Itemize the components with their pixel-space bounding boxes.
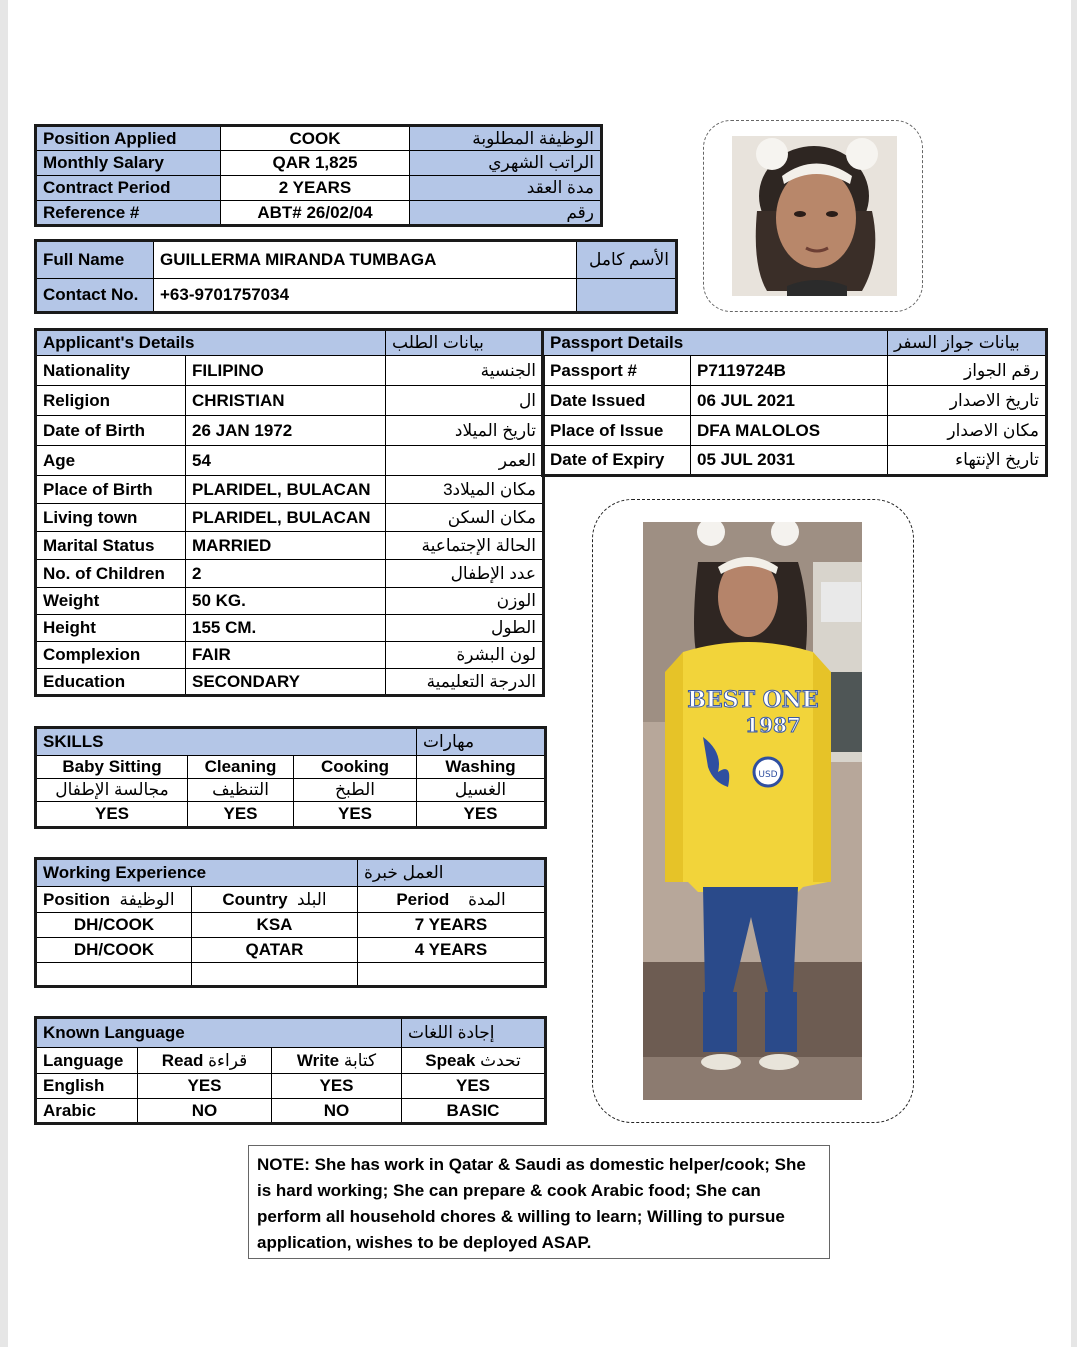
language-read: YES [138, 1074, 272, 1099]
passport-value: P7119724B [691, 356, 888, 386]
applicant-value: SECONDARY [186, 669, 386, 696]
applicant-value: 50 KG. [186, 588, 386, 615]
empty-cell [358, 963, 546, 987]
applicant-label-ar: الدرجة التعليمية [386, 669, 544, 696]
passport-label: Date Issued [543, 386, 691, 416]
shirt-badge: USD [758, 770, 778, 780]
applicant-label: Religion [36, 386, 186, 416]
skill-name: Baby Sitting [36, 756, 188, 779]
experience-table [34, 857, 547, 988]
col-speak-label-ar: تحدث [480, 1050, 521, 1070]
applicant-label-ar: ال [386, 386, 544, 416]
applicant-value: PLARIDEL, BULACAN [186, 476, 386, 504]
col-speak-label: Speak [425, 1050, 476, 1070]
language-name: English [36, 1074, 138, 1099]
language-read: NO [138, 1099, 272, 1124]
applicant-value: 2 [186, 560, 386, 588]
skill-value: YES [188, 802, 294, 828]
experience-position: DH/COOK [36, 938, 192, 963]
fullname-value: GUILLERMA MIRANDA TUMBAGA [154, 241, 577, 279]
applicant-value: 26 JAN 1972 [186, 416, 386, 446]
applicant-row [36, 615, 544, 642]
applicant-label-ar: مكان السكن [386, 504, 544, 532]
applicant-label-ar: تاريخ الميلاد [386, 416, 544, 446]
contract-label-ar: مدة العقد [410, 176, 602, 201]
page-frame-right [1071, 0, 1077, 1347]
applicant-title-ar: بيانات الطلب [386, 330, 544, 356]
skills-title-ar: مهارات [417, 728, 546, 756]
name-table [34, 239, 678, 314]
col-country-label: Country [222, 889, 288, 909]
skill-value: YES [294, 802, 417, 828]
passport-title-ar: بيانات جواز السفر [888, 330, 1047, 356]
salary-label: Monthly Salary [36, 151, 221, 176]
passport-value: 06 JUL 2021 [691, 386, 888, 416]
applicant-label: Living town [36, 504, 186, 532]
language-title: Known Language [36, 1018, 402, 1048]
passport-label: Passport # [543, 356, 691, 386]
passport-label-ar: تاريخ الاصدار [888, 386, 1047, 416]
applicant-row [36, 588, 544, 615]
applicant-value: PLARIDEL, BULACAN [186, 504, 386, 532]
contact-value: +63-9701757034 [154, 279, 577, 313]
applicant-label: Date of Birth [36, 416, 186, 446]
experience-title-ar: العمل خبرة [358, 859, 546, 887]
position-value: COOK [221, 126, 410, 151]
col-write [272, 1048, 402, 1074]
passport-title: Passport Details [543, 330, 888, 356]
col-read-label: Read [161, 1050, 204, 1070]
language-speak: BASIC [402, 1099, 546, 1124]
empty-cell [192, 963, 358, 987]
skill-name-ar: الغسيل [417, 779, 546, 802]
passport-details-table [541, 328, 1048, 477]
applicant-value: MARRIED [186, 532, 386, 560]
passport-value: 05 JUL 2031 [691, 446, 888, 476]
passport-label-ar: رقم الجواز [888, 356, 1047, 386]
language-name: Arabic [36, 1099, 138, 1124]
applicant-label: Weight [36, 588, 186, 615]
experience-position: DH/COOK [36, 913, 192, 938]
applicant-row [36, 446, 544, 476]
passport-row [543, 386, 1047, 416]
experience-row [36, 913, 546, 938]
col-write-label: Write [296, 1050, 340, 1070]
language-row [36, 1099, 546, 1124]
contact-label: Contact No. [36, 279, 154, 313]
skill-name: Washing [417, 756, 546, 779]
empty-cell [36, 963, 192, 987]
passport-value: DFA MALOLOS [691, 416, 888, 446]
applicant-row [36, 504, 544, 532]
col-read-label-ar: قراءة [208, 1050, 248, 1070]
skill-value: YES [417, 802, 546, 828]
reference-label-ar: رقم [410, 201, 602, 226]
applicant-label: Height [36, 615, 186, 642]
applicant-label-ar: العمر [386, 446, 544, 476]
language-write: NO [272, 1099, 402, 1124]
job-table [34, 124, 603, 227]
applicant-label-ar: مكان الميلاد3 [386, 476, 544, 504]
applicant-row [36, 386, 544, 416]
skill-value: YES [36, 802, 188, 828]
applicant-title: Applicant's Details [36, 330, 386, 356]
applicant-label: Education [36, 669, 186, 696]
skills-title: SKILLS [36, 728, 417, 756]
experience-row [36, 938, 546, 963]
skill-name: Cooking [294, 756, 417, 779]
applicant-label: Nationality [36, 356, 186, 386]
headshot-photo [732, 136, 897, 296]
col-period-label-ar: المدة [468, 889, 506, 909]
applicant-label-ar: عدد الإطفال [386, 560, 544, 588]
applicant-label: Place of Birth [36, 476, 186, 504]
applicant-label: Marital Status [36, 532, 186, 560]
note-box: NOTE: She has work in Qatar & Saudi as domestic helper/cook; She is hard working; She can prepare & cook Arabic food; She can perform all household chores & willing to learn; Willing to pursue application, wishes to be deployed ASAP. [248, 1145, 830, 1259]
applicant-value: 155 CM. [186, 615, 386, 642]
reference-label: Reference # [36, 201, 221, 226]
fullname-label: Full Name [36, 241, 154, 279]
language-speak: YES [402, 1074, 546, 1099]
applicant-value: CHRISTIAN [186, 386, 386, 416]
language-row [36, 1074, 546, 1099]
applicant-value: FILIPINO [186, 356, 386, 386]
skill-name-ar: التنظيف [188, 779, 294, 802]
experience-period: 7 YEARS [358, 913, 546, 938]
col-period-label: Period [396, 889, 450, 909]
passport-label: Date of Expiry [543, 446, 691, 476]
applicant-label: Age [36, 446, 186, 476]
applicant-label-ar: الحالة الإجتماعية [386, 532, 544, 560]
experience-country: QATAR [192, 938, 358, 963]
position-label-ar: الوظيفة المطلوبة [410, 126, 602, 151]
skills-table [34, 726, 547, 829]
passport-row [543, 446, 1047, 476]
col-position-label: Position [43, 889, 111, 909]
applicant-label: No. of Children [36, 560, 186, 588]
col-country [192, 887, 358, 913]
applicant-value: FAIR [186, 642, 386, 669]
applicant-row [36, 476, 544, 504]
reference-value: ABT# 26/02/04 [221, 201, 410, 226]
skill-name-ar: مجالسة الإطفال [36, 779, 188, 802]
language-table [34, 1016, 547, 1125]
salary-label-ar: الراتب الشهري [410, 151, 602, 176]
applicant-value: 54 [186, 446, 386, 476]
col-read [138, 1048, 272, 1074]
fullbody-photo [643, 522, 862, 1100]
salary-value: QAR 1,825 [221, 151, 410, 176]
skill-name: Cleaning [188, 756, 294, 779]
applicant-row [36, 532, 544, 560]
applicant-details-table [34, 328, 545, 697]
contract-label: Contract Period [36, 176, 221, 201]
experience-country: KSA [192, 913, 358, 938]
col-language: Language [36, 1048, 138, 1074]
fullname-label-ar: الأسم كامل [577, 241, 677, 279]
col-country-label-ar: البلد [297, 889, 327, 909]
applicant-row [36, 416, 544, 446]
col-position [36, 887, 192, 913]
skill-name-ar: الطبخ [294, 779, 417, 802]
applicant-row [36, 560, 544, 588]
passport-label-ar: مكان الاصدار [888, 416, 1047, 446]
col-position-label-ar: الوظيفة [119, 889, 175, 909]
applicant-row [36, 356, 544, 386]
shirt-print-line1: BEST ONE [687, 687, 819, 713]
applicant-label-ar: الوزن [386, 588, 544, 615]
passport-label-ar: تاريخ الإنتهاء [888, 446, 1047, 476]
passport-row [543, 416, 1047, 446]
language-title-ar: إجادة اللغات [402, 1018, 546, 1048]
col-period [358, 887, 546, 913]
passport-row [543, 356, 1047, 386]
position-label: Position Applied [36, 126, 221, 151]
experience-title: Working Experience [36, 859, 358, 887]
shirt-print-line2: 1987 [745, 713, 801, 737]
applicant-row [36, 642, 544, 669]
passport-label: Place of Issue [543, 416, 691, 446]
experience-row-empty [36, 963, 546, 987]
applicant-label-ar: الجنسية [386, 356, 544, 386]
applicant-label-ar: لون البشرة [386, 642, 544, 669]
applicant-label-ar: الطول [386, 615, 544, 642]
page-frame-left [0, 0, 8, 1347]
col-write-label-ar: كتابة [343, 1050, 377, 1070]
contact-empty-cell [577, 279, 677, 313]
col-speak [402, 1048, 546, 1074]
contract-value: 2 YEARS [221, 176, 410, 201]
language-write: YES [272, 1074, 402, 1099]
applicant-label: Complexion [36, 642, 186, 669]
applicant-row [36, 669, 544, 696]
experience-period: 4 YEARS [358, 938, 546, 963]
